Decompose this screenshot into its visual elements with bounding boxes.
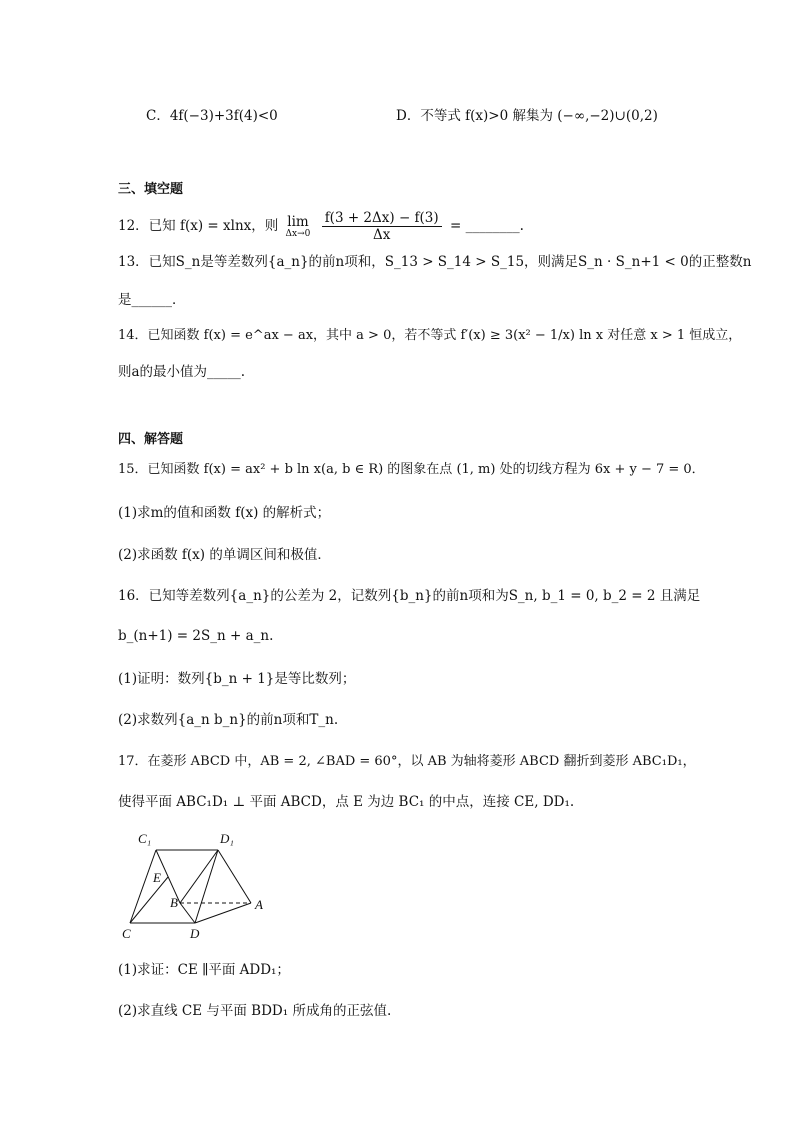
question-17-line-1: 17．在菱形 ABCD 中，AB = 2, ∠BAD = 60°，以 AB 为轴将菱形 ABCD 翻折到菱形 ABC₁D₁，	[118, 754, 696, 769]
question-13-line-1: 13．已知S_n是等差数列{a_n}的前n项和，S_13 > S_14 > S_15，则满足S_n · S_n+1 < 0的正整数n	[118, 254, 752, 270]
label-c: C	[122, 926, 131, 941]
edge-c-e	[130, 877, 168, 923]
label-a: A	[255, 897, 263, 912]
label-c1: C₁	[138, 831, 152, 846]
rhombus-fold-figure	[118, 826, 278, 944]
label-e: E	[153, 870, 161, 885]
question-15-line-1: 15．已知函数 f(x) = ax² + b ln x(a, b ∈ R) 的图象在点 (1, m) 处的切线方程为 6x + y − 7 = 0．	[118, 462, 705, 477]
q12-fraction	[322, 210, 442, 243]
edge-d1-b	[180, 850, 218, 903]
question-16-part-2: (2)求数列{a_n b_n}的前n项和T_n.	[118, 712, 339, 728]
question-17-part-1: (1)求证：CE ∥平面 ADD₁；	[118, 962, 290, 978]
q12-limit	[286, 215, 311, 239]
label-b: B	[170, 895, 178, 910]
label-d: D	[190, 926, 200, 941]
question-16-line-1: 16．已知等差数列{a_n}的公差为 2，记数列{b_n}的前n项和为S_n, b_1 = 0, b_2 = 2 且满足	[118, 588, 701, 604]
question-13-line-2: 是______．	[118, 292, 186, 308]
label-d1: D₁	[220, 831, 234, 846]
question-14-line-2: 则a的最小值为_____.	[118, 364, 246, 380]
question-14-line-1: 14．已知函数 f(x) = e^ax − ax，其中 a > 0，若不等式 f′(x) ≥ 3(x² − 1/x) ln x 对任意 x > 1 恒成立，	[118, 328, 742, 343]
q12-prefix: 12．已知 f(x) = xlnx，则	[118, 218, 279, 234]
question-17-line-2: 使得平面 ABC₁D₁ ⊥ 平面 ABCD，点 E 为边 BC₁ 的中点，连接 CE, DD₁.	[118, 794, 575, 810]
edge-d1-d	[195, 850, 218, 923]
question-15-part-2: (2)求函数 f(x) 的单调区间和极值．	[118, 547, 331, 563]
question-16-part-1: (1)证明：数列{b_n + 1}是等比数列；	[118, 671, 356, 687]
q12-denominator: Δx	[372, 227, 391, 243]
edge-b-d	[180, 903, 195, 923]
option-d: D．不等式 f(x)>0 解集为 (−∞,−2)∪(0,2)	[396, 108, 658, 124]
q12-suffix: = ________.	[449, 218, 524, 234]
option-c: C．4f(−3)+3f(4)<0	[146, 108, 278, 124]
question-16-line-2: b_(n+1) = 2S_n + a_n.	[118, 628, 274, 644]
edge-d-a	[195, 903, 251, 923]
section-heading-solutions: 四、解答题	[118, 432, 184, 447]
q12-lim-text: lim	[287, 213, 309, 230]
edge-c1-c	[130, 850, 156, 923]
question-12	[118, 206, 524, 246]
q12-numerator: f(3 + 2Δx) − f(3)	[322, 210, 442, 227]
edge-d1-a	[218, 850, 251, 903]
q12-lim-subscript: Δx→0	[285, 228, 311, 239]
section-heading-fill-in: 三、填空题	[118, 182, 184, 197]
question-15-part-1: (1)求m的值和函数 f(x) 的解析式；	[118, 505, 331, 521]
question-17-part-2: (2)求直线 CE 与平面 BDD₁ 所成角的正弦值.	[118, 1003, 392, 1019]
